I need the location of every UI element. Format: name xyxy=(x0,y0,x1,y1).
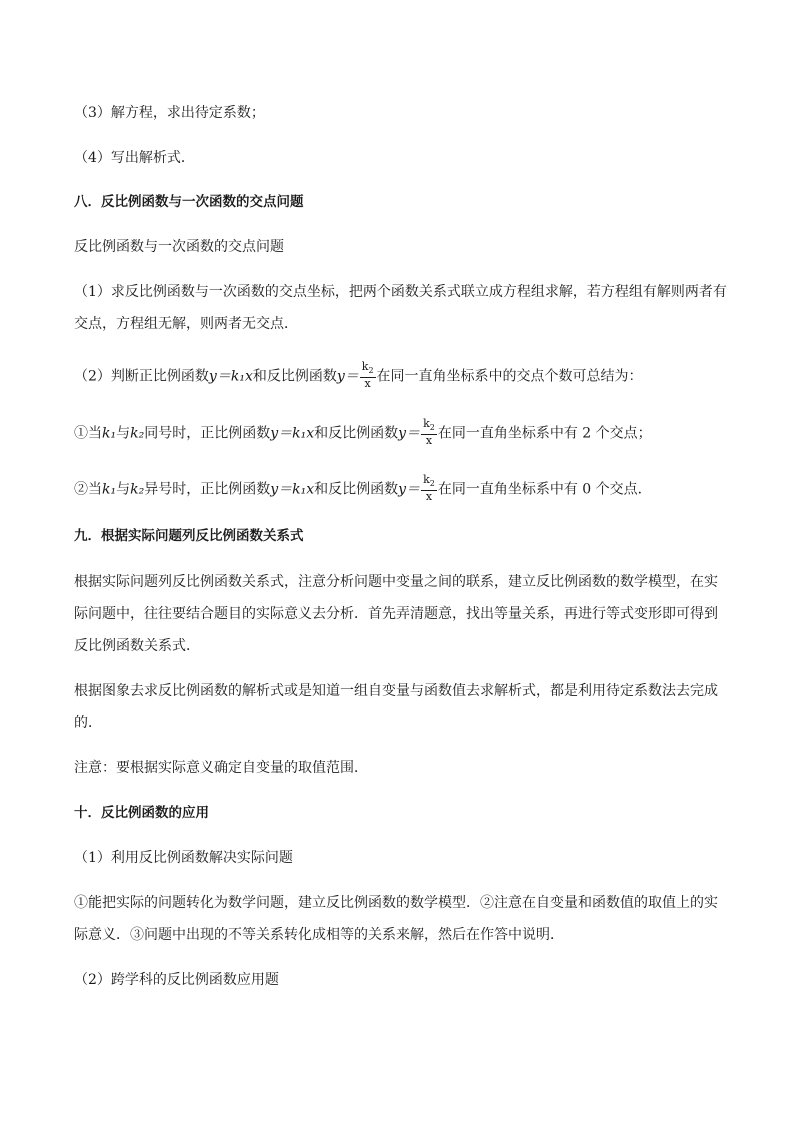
fraction-k2-over-x: $\frac{k_2}{x}$ xyxy=(423,417,435,448)
fraction-k2-over-x: $\frac{k_2}{x}$ xyxy=(423,473,435,504)
section-10-para-line2: 际意义．③问题中出现的不等关系转化成相等的关系来解，然后在作答中说明． xyxy=(74,927,564,943)
section-9-note: 注意：要根据实际意义确定自变量的取值范围． xyxy=(74,760,368,776)
section-9-para1-line1: 根据实际问题列反比例函数关系式，注意分析问题中变量之间的联系，建立反比例函数的数学模型，在实 xyxy=(74,574,718,590)
step-4: （4）写出解析式． xyxy=(74,150,195,166)
section-8-case-diff-sign: ②当k₁与k₂异号时，正比例函数y＝k₁x和反比例函数y＝ $\frac{k_2}{x}$ 在同一直角坐标系中有 0 个交点． xyxy=(74,473,652,504)
section-8-intro: 反比例函数与一次函数的交点问题 xyxy=(74,239,284,255)
section-9-para1-line2: 际问题中，往往要结合题目的实际意义去分析．首先弄清题意，找出等量关系，再进行等式变形即可得到 xyxy=(74,606,718,622)
section-8-item2: （2）判断正比例函数y＝k₁x和反比例函数y＝ $\frac{k_2}{x}$ 在同一直角坐标系中的交点个数可总结为： xyxy=(74,360,643,391)
step-3: （3）解方程，求出待定系数； xyxy=(74,105,265,121)
section-10-heading: 十．反比例函数的应用 xyxy=(74,805,209,821)
section-9-para2-line2: 的． xyxy=(74,715,102,731)
section-8-heading: 八．反比例函数与一次函数的交点问题 xyxy=(74,194,304,210)
section-8-item1-line1: （1）求反比例函数与一次函数的交点坐标，把两个函数关系式联立成方程组求解，若方程组有解则两者有 xyxy=(74,284,727,300)
section-8-case-same-sign: ①当k₁与k₂同号时，正比例函数y＝k₁x和反比例函数y＝ $\frac{k_2}{x}$ 在同一直角坐标系中有 2 个交点； xyxy=(74,417,652,448)
section-9-para2-line1: 根据图象去求反比例函数的解析式或是知道一组自变量与函数值去求解析式，都是利用待定系数法去完成 xyxy=(74,683,718,699)
section-9-heading: 九．根据实际问题列反比例函数关系式 xyxy=(74,528,304,544)
section-10-item2: （2）跨学科的反比例函数应用题 xyxy=(74,972,279,988)
fraction-k2-over-x: $\frac{k_2}{x}$ xyxy=(361,360,374,391)
section-8-item1-line2: 交点，方程组无解，则两者无交点． xyxy=(74,316,298,332)
section-9-para1-line3: 反比例函数关系式． xyxy=(74,638,200,654)
section-10-para-line1: ①能把实际的问题转化为数学问题，建立反比例函数的数学模型．②注意在自变量和函数值的取值上的实 xyxy=(74,895,718,911)
section-10-item1: （1）利用反比例函数解决实际问题 xyxy=(74,850,293,866)
